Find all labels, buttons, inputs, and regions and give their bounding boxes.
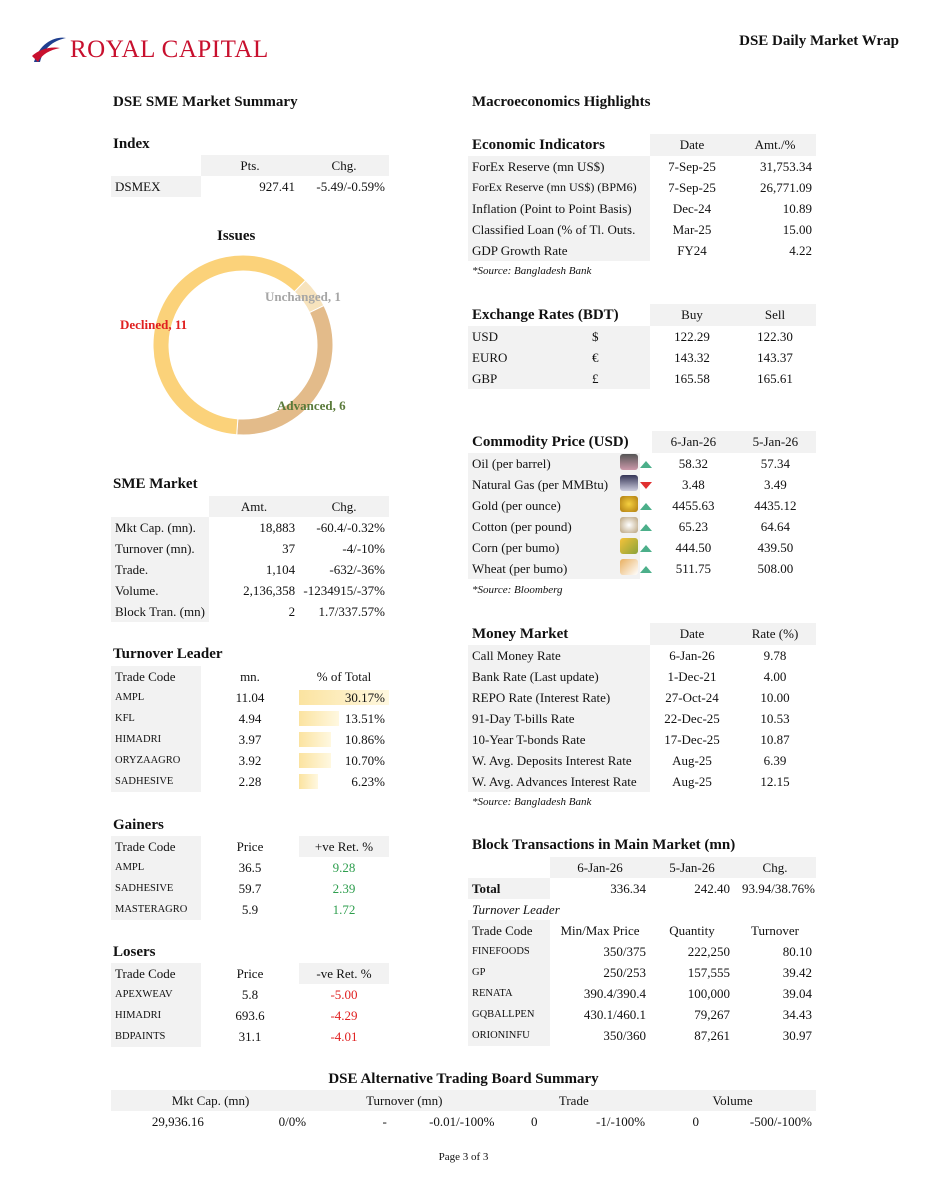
gold-icon [620,496,638,512]
table-row: GQBALLPEN 430.1/460.1 79,267 34.43 [468,1004,816,1025]
up-arrow-icon [640,461,652,468]
table-row: RENATA 390.4/390.4 100,000 39.04 [468,983,816,1004]
table-row: Oil (per barrel) 58.32 57.34 [468,453,816,474]
table-row: SADHESIVE 2.28 6.23% [111,771,389,792]
table-row: GP 250/253 157,555 39.42 [468,962,816,983]
gas-icon [620,475,638,491]
up-arrow-icon [640,524,652,531]
losers-table: Trade Code Price -ve Ret. % APEXWEAV 5.8 -5.00 HIMADRI 693.6 -4.29 BDPAINTS 31.1 -4.01 [111,963,389,1047]
up-arrow-icon [640,566,652,573]
block-title: Block Transactions in Main Market (mn) [472,837,736,853]
corn-icon [620,538,638,554]
table-row: Trade. 1,104 -632/-36% [111,559,389,580]
table-row: KFL 4.94 13.51% [111,708,389,729]
table-row: Wheat (per bumo) 511.75 508.00 [468,558,816,579]
index-table [111,155,389,197]
table-row: EURO € 143.32 143.37 [468,347,816,368]
atb-table: Mkt Cap. (mn) Turnover (mn) Trade Volume 29,936.16 0/0% - -0.01/-100% 0 -1/-100% 0 -500/-100% [111,1090,816,1132]
atb-title: DSE Alternative Trading Board Summary [328,1071,599,1087]
pct-bar [299,774,318,789]
table-row: W. Avg. Deposits Interest Rate Aug-25 6.39 [468,750,816,771]
declined-label: Declined, 11 [120,317,188,332]
losers-title: Losers [113,944,156,960]
brand-name: ROYAL CAPITAL [70,36,269,63]
table-row: Bank Rate (Last update) 1-Dec-21 4.00 [468,666,816,687]
sme-market-title: SME Market [113,476,198,492]
commodity-source: *Source: Bloomberg [472,584,563,596]
commodity-table: Commodity Price (USD) 6-Jan-26 5-Jan-26 Oil (per barrel) 58.32 57.34 Natural Gas (per MMBtu) 3.48 3.49 Gold (per ounce) 4455.63 4435.12 Cotton (per pound) 65.23 64.64 Corn (per bumo) 444.50 439.50 Wheat (per bumo) 511.75 508.00 [468,431,816,579]
pct-bar [299,732,331,747]
report-title: DSE Daily Market Wrap [739,33,899,49]
table-row: Corn (per bumo) 444.50 439.50 [468,537,816,558]
wheat-icon [620,559,638,575]
table-row: Mkt Cap. (mn). 18,883 -60.4/-0.32% [111,517,389,538]
table-row: 10-Year T-bonds Rate 17-Dec-25 10.87 [468,729,816,750]
pct-bar [299,711,339,726]
table-row: SADHESIVE 59.7 2.39 [111,878,389,899]
table-row: Turnover (mn). 37 -4/-10% [111,538,389,559]
oil-icon [620,454,638,470]
up-arrow-icon [640,545,652,552]
col-amt: Amt. [209,496,299,517]
table-row: ORIONINFU 350/360 87,261 30.97 [468,1025,816,1046]
index-name: DSMEX [111,176,201,197]
down-arrow-icon [640,482,652,489]
gainers-title: Gainers [113,817,164,833]
logo-mark-icon [30,32,70,68]
econ-source: *Source: Bangladesh Bank [472,265,592,277]
table-row: 91-Day T-bills Rate 22-Dec-25 10.53 [468,708,816,729]
table-row: Classified Loan (% of Tl. Outs. Mar-25 15.00 [468,219,816,240]
table-row: AMPL 11.04 30.17% [111,687,389,708]
economic-indicators-table: Economic Indicators Date Amt./% ForEx Reserve (mn US$) 7-Sep-25 31,753.34 ForEx Reserve (mn US$) (BPM6) 7-Sep-25 26,771.09 Inflation (Point to Point Basis) Dec-24 10.89 Classified Loan (% of Tl. Outs. Mar-25 15.00 GDP Growth Rate FY24 4.22 [468,134,816,261]
table-row: Block Tran. (mn) 2 1.7/337.57% [111,601,389,622]
table-row: REPO Rate (Interest Rate) 27-Oct-24 10.00 [468,687,816,708]
col-pts: Pts. [201,155,299,176]
table-row: Natural Gas (per MMBtu) 3.48 3.49 [468,474,816,495]
block-table: 6-Jan-26 5-Jan-26 Chg. Total 336.34 242.40 93.94/38.76% Turnover Leader Trade Code Min/Max Price Quantity Turnover FINEFOODS 350/375 222,250 80.10 GP 250/253 157,555 39.42 RENATA 390.4/390.4 100,000 39.04 GQBALLPEN 430.1/460.1 79,267 34.43 ORIONINFU 350/360 87,261 30.97 [468,857,816,1046]
table-row: FINEFOODS 350/375 222,250 80.10 [468,941,816,962]
table-row: BDPAINTS 31.1 -4.01 [111,1026,389,1047]
table-row: ForEx Reserve (mn US$) (BPM6) 7-Sep-25 26,771.09 [468,177,816,198]
unchanged-label: Unchanged, 1 [265,289,341,304]
index-title: Index [113,136,150,152]
table-row: Volume. 2,136,358 -1234915/-37% [111,580,389,601]
table-row: GDP Growth Rate FY24 4.22 [468,240,816,261]
table-row: ORYZAAGRO 3.92 10.70% [111,750,389,771]
table-row: APEXWEAV 5.8 -5.00 [111,984,389,1005]
right-section-title: Macroeconomics Highlights [472,94,651,110]
table-row: W. Avg. Advances Interest Rate Aug-25 12.15 [468,771,816,792]
page-number: Page 3 of 3 [438,1151,489,1163]
table-row: MASTERAGRO 5.9 1.72 [111,899,389,920]
gainers-table: Trade Code Price +ve Ret. % AMPL 36.5 9.28 SADHESIVE 59.7 2.39 MASTERAGRO 5.9 1.72 [111,836,389,920]
table-row: AMPL 36.5 9.28 [111,857,389,878]
up-arrow-icon [640,503,652,510]
col-chg: Chg. [299,155,389,176]
left-section-title: DSE SME Market Summary [113,94,298,110]
index-pts: 927.41 [259,178,295,194]
col-chg: Chg. [299,496,389,517]
table-row: Inflation (Point to Point Basis) Dec-24 10.89 [468,198,816,219]
table-row: Cotton (per pound) 65.23 64.64 [468,516,816,537]
turnover-leader-title: Turnover Leader [113,646,223,662]
cotton-icon [620,517,638,533]
table-row: HIMADRI 3.97 10.86% [111,729,389,750]
money-source: *Source: Bangladesh Bank [472,796,592,808]
table-row: GBP £ 165.58 165.61 [468,368,816,389]
table-row: HIMADRI 693.6 -4.29 [111,1005,389,1026]
turnover-leader-table: Trade Code mn. % of Total AMPL 11.04 30.17% KFL 4.94 13.51% HIMADRI 3.97 10.86% ORYZAAGRO 3.92 10.70% SADHESIVE 2.28 6.23% [111,666,389,792]
table-row: Call Money Rate 6-Jan-26 9.78 [468,645,816,666]
donut-slice-advanced [237,306,333,435]
table-row: Gold (per ounce) 4455.63 4435.12 [468,495,816,516]
money-market-table: Money Market Date Rate (%) Call Money Rate 6-Jan-26 9.78 Bank Rate (Last update) 1-Dec-21 4.00 REPO Rate (Interest Rate) 27-Oct-24 10.00 91-Day T-bills Rate 22-Dec-25 10.53 10-Year T-bonds Rate 17-Dec-25 10.87 W. Avg. Deposits Interest Rate Aug-25 6.39 W. Avg. Advances Interest Rate Aug-25 12.15 [468,623,816,792]
pct-bar [299,753,331,768]
exchange-rates-table: Exchange Rates (BDT) Buy Sell USD $ 122.29 122.30 EURO € 143.32 143.37 GBP £ 165.58 165.61 [468,304,816,389]
table-row: USD $ 122.29 122.30 [468,326,816,347]
index-chg: -5.49/-0.59% [316,178,385,194]
table-row: ForEx Reserve (mn US$) 7-Sep-25 31,753.34 [468,156,816,177]
sme-market-table [111,496,389,622]
issues-title: Issues [217,228,256,244]
advanced-label: Advanced, 6 [277,398,346,413]
